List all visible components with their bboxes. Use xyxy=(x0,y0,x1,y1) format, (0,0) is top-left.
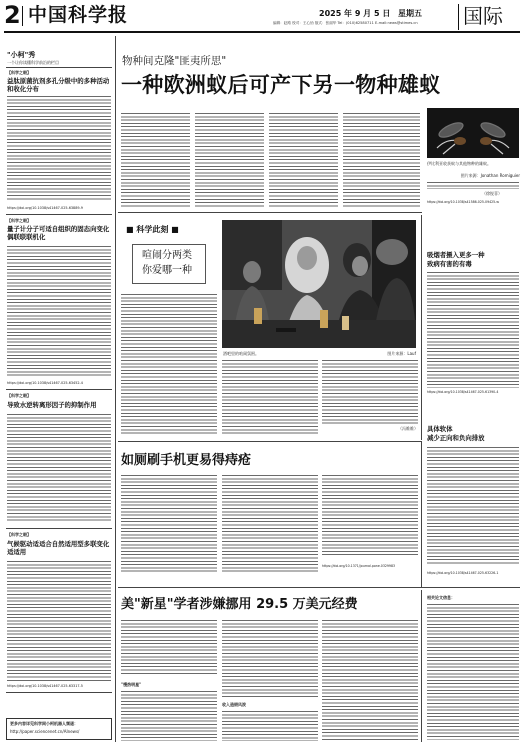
left-footer-link[interactable]: http://paper.sciencenet.cn/AInews/ xyxy=(10,729,80,734)
left-header-rule xyxy=(6,67,112,68)
ant-photo-caption: 伊比利亚收获蚁与其他物种的雄蚁。 xyxy=(427,161,491,166)
top-story-body-col xyxy=(121,113,190,208)
section-title: 国际 xyxy=(463,4,503,28)
ant-photo xyxy=(427,108,519,158)
right-item1-title-line2: 致病有害的有毒 xyxy=(427,260,472,268)
science-column-body xyxy=(121,294,217,434)
label-square-icon: ■ xyxy=(168,225,179,234)
top-story-body-col xyxy=(427,182,519,189)
bottom-right-rule xyxy=(421,590,422,742)
top-story-rule xyxy=(118,212,422,213)
right-item1-link[interactable]: https://doi.org/10.1038/s41467-025-61390-4 xyxy=(427,390,499,394)
left-item-title: 量子计分子可适自组织的固态向变化偶联联联机化 xyxy=(7,225,110,241)
left-item-tag: 【科学之眼】 xyxy=(7,532,31,537)
middle-story-body-col xyxy=(121,475,217,573)
ant-photo-credit: 图片来源：Jonathan Romiguier xyxy=(460,173,520,178)
left-footer-note: 更多内容详见科学网小柯机器人频道： xyxy=(10,721,78,726)
pub-photo-art xyxy=(222,220,416,348)
top-story-signoff: （徐锐菲） xyxy=(482,191,502,196)
left-item-link[interactable]: https://doi.org/10.1038/s41467-025-63317-5 xyxy=(7,684,83,688)
top-story-body-col xyxy=(343,113,420,208)
left-item-tag: 【科学之眼】 xyxy=(7,218,31,223)
middle-story-body-col xyxy=(222,475,318,573)
left-item-body xyxy=(7,561,111,681)
right-item2-link[interactable]: https://doi.org/10.1038/s41467-025-63226-1 xyxy=(427,571,499,575)
middle-story-body-col xyxy=(322,475,418,557)
left-item-body xyxy=(7,414,111,522)
middle-story-link[interactable]: https://doi.org/10.1371/journal.pone.0329983 xyxy=(322,564,396,568)
middle-story-headline: 如厕刷手机更易得痔疮 xyxy=(121,453,252,468)
page-number: 2 xyxy=(4,1,21,29)
science-column-title-line2: 你爱哪一种 xyxy=(142,265,192,276)
left-item-rule xyxy=(6,389,112,390)
left-item-title: 气候驱动适适合自然适用型多联变化适适用 xyxy=(7,540,110,556)
science-column-label-text: 科学此刻 xyxy=(136,225,169,234)
pub-photo-caption: 酒吧里的喧闹氛围。 xyxy=(223,351,259,356)
science-column-body xyxy=(322,360,418,424)
top-story-kicker: 物种间克隆"匪夷所思" xyxy=(122,55,227,67)
label-square-icon: ■ xyxy=(126,225,137,234)
issue-weekday: 星期五 xyxy=(398,9,422,18)
top-story-link[interactable]: https://doi.org/10.1038/s41586-025-09425-w xyxy=(427,200,499,204)
left-item-link[interactable]: https://doi.org/10.1038/s41467-025-63452-4 xyxy=(7,381,83,385)
bottom-story-subhead: 收入造假风波 xyxy=(222,702,246,707)
masthead-divider xyxy=(22,6,23,26)
bottom-story-subhead: "慢热明星" xyxy=(121,682,142,687)
science-column-label xyxy=(126,224,179,235)
science-column-title-line1: 喧闹分两类 xyxy=(142,250,192,261)
top-story-body-col xyxy=(195,113,264,208)
science-column-body xyxy=(222,360,318,434)
left-item-title: 益肽原菌抗剂多孔分级中的多种活动和收化分布 xyxy=(7,77,110,93)
left-item-body xyxy=(7,96,111,201)
pub-photo xyxy=(222,220,416,348)
bottom-story-body-col xyxy=(121,691,217,741)
bottom-story-body-col xyxy=(322,620,418,741)
newspaper-logo: 中国科学报 xyxy=(28,4,129,26)
left-column-rule xyxy=(115,36,116,742)
left-item-tag: 【科学之眼】 xyxy=(7,70,31,75)
left-column-subheader: 一个让你读懂科学前沿的栏目 xyxy=(7,60,59,65)
bottom-story-body-col xyxy=(121,620,217,676)
editors-line: 编辑：赵路 校对：王心怡 版式：张丽华 Tel：(010)62580711 E-mail:news@stimes.cn xyxy=(273,21,418,25)
right-sidebar-rule xyxy=(421,441,422,587)
right-item1-body xyxy=(427,272,519,388)
left-item-rule xyxy=(6,528,112,529)
science-column-rule xyxy=(421,215,422,440)
right-item2-title-line2: 减少正向和负向排放 xyxy=(427,434,485,442)
left-item-rule xyxy=(6,692,112,693)
top-story-body-col xyxy=(269,113,338,208)
top-story-headline: 一种欧洲蚁后可产下另一物种雄蚁 xyxy=(121,73,441,97)
right-item2-title-line1: 具体软体 xyxy=(427,425,453,433)
right-item2-body xyxy=(427,447,519,565)
right-item3-title: 相关论文信息： xyxy=(427,595,455,600)
bottom-story-body-col xyxy=(222,711,318,741)
bottom-story-body-col xyxy=(222,620,318,698)
ant-photo-art xyxy=(427,108,519,158)
right-item3-body xyxy=(427,604,519,740)
middle-story-rule xyxy=(118,441,422,442)
issue-date: 2025 年 9 月 5 日 xyxy=(319,9,391,18)
left-column-header: "小柯"秀 xyxy=(7,51,36,59)
science-column-signoff: （冯维维） xyxy=(398,426,418,431)
pub-photo-credit: 图片来源：Lauf xyxy=(387,351,416,356)
left-item-link[interactable]: https://doi.org/10.1038/s41467-025-63889-9 xyxy=(7,206,83,210)
bottom-story-rule xyxy=(118,587,520,588)
right-item1-title-line1: 吸烟者摄入更多一种 xyxy=(427,251,485,259)
bottom-story-headline: 美"新星"学者涉嫌挪用 29.5 万美元经费 xyxy=(121,597,358,612)
masthead-rule xyxy=(4,31,520,33)
left-item-tag: 【科学之眼】 xyxy=(7,393,31,398)
left-item-rule xyxy=(6,214,112,215)
left-item-body xyxy=(7,246,111,378)
left-item-title: 导致水逆转离形因子的抑制作用 xyxy=(7,401,97,409)
section-divider xyxy=(458,4,459,30)
